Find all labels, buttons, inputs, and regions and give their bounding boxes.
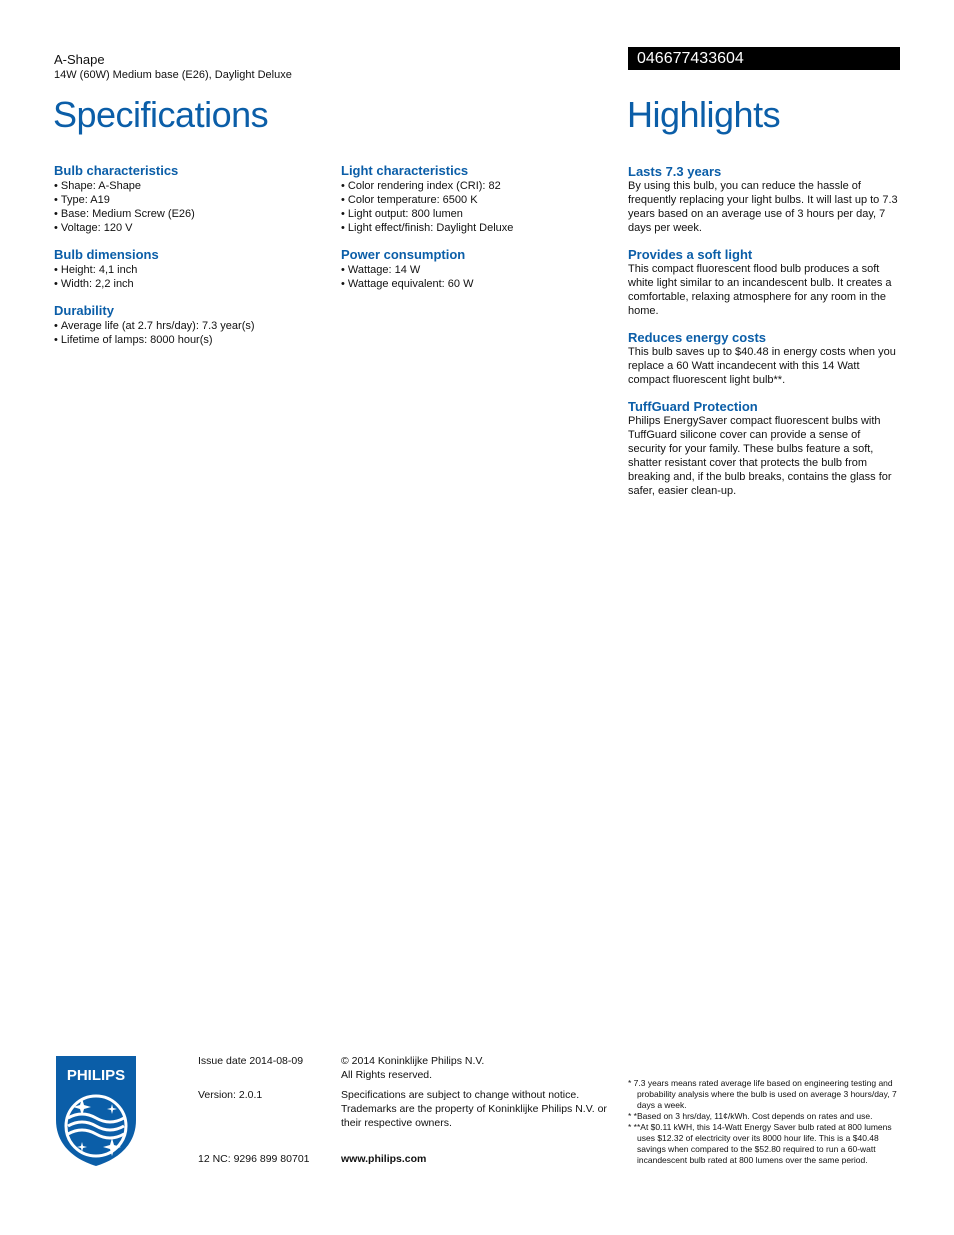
spec-item: • Average life (at 2.7 hrs/day): 7.3 year(s) (54, 319, 324, 333)
spec-item: • Type: A19 (54, 193, 324, 207)
footnote: * *Based on 3 hrs/day, 11¢/kWh. Cost depends on rates and use. (628, 1111, 873, 1121)
highlight-block (628, 247, 904, 318)
spec-list (54, 179, 324, 235)
highlight-text: This compact fluorescent flood bulb produces a soft white light similar to an incandescent bulb. It creates a comfortable, relaxing atmosphere for any room in the home. (628, 263, 892, 317)
highlight-heading: TuffGuard Protection (628, 399, 758, 414)
highlights-column (628, 164, 904, 510)
highlight-block (628, 330, 904, 387)
spec-group-heading: Bulb characteristics (54, 163, 179, 178)
spec-item: • Color temperature: 6500 K (341, 193, 611, 207)
highlight-heading: Lasts 7.3 years (628, 164, 722, 179)
website-link[interactable]: www.philips.com (341, 1153, 427, 1165)
highlight-heading: Provides a soft light (628, 247, 753, 262)
spec-item: • Width: 2,2 inch (54, 277, 324, 291)
highlights-title: Highlights (627, 94, 781, 135)
spec-item: • Wattage equivalent: 60 W (341, 277, 611, 291)
spec-right-column (341, 163, 611, 303)
version: Version: 2.0.1 (198, 1089, 263, 1101)
legal-notice: Specifications are subject to change without notice. Trademarks are the property of Koninklijke Philips N.V. or their respective owners. (341, 1089, 607, 1129)
rights-line: All Rights reserved. (341, 1069, 433, 1081)
spec-item: • Base: Medium Screw (E26) (54, 207, 324, 221)
philips-logo (54, 1054, 138, 1168)
spec-group-heading: Power consumption (341, 247, 466, 262)
spec-group (54, 247, 324, 291)
product-subtitle: 14W (60W) Medium base (E26), Daylight Deluxe (54, 69, 292, 81)
spec-left-column (54, 163, 324, 359)
spec-list (341, 263, 611, 291)
copyright-line: © 2014 Koninklijke Philips N.V. (341, 1055, 485, 1067)
nc-number: 12 NC: 9296 899 80701 (198, 1153, 310, 1165)
spec-item: • Shape: A-Shape (54, 179, 324, 193)
spec-group (54, 163, 324, 235)
spec-item: • Height: 4,1 inch (54, 263, 324, 277)
highlight-text: This bulb saves up to $40.48 in energy costs when you replace a 60 Watt incandecent with this 14 Watt compact fluorescent light bulb**. (628, 346, 896, 386)
spec-item: • Light output: 800 lumen (341, 207, 611, 221)
highlight-block (628, 164, 904, 235)
spec-list (54, 263, 324, 291)
specifications-title: Specifications (53, 94, 269, 135)
ean-code-bar: 046677433604 (628, 47, 900, 70)
highlight-block (628, 399, 904, 498)
copyright (341, 1054, 609, 1082)
spec-group (54, 303, 324, 347)
footnote: * 7.3 years means rated average life based on engineering testing and probability analysis where the bulb is used on average 3 hours/day, 7 days a week. (628, 1078, 897, 1110)
spec-group-heading: Light characteristics (341, 163, 469, 178)
spec-group (341, 247, 611, 291)
spec-group (341, 163, 611, 235)
spec-item: • Color rendering index (CRI): 82 (341, 179, 611, 193)
spec-item: • Light effect/finish: Daylight Deluxe (341, 221, 611, 235)
footnotes (628, 1078, 900, 1166)
spec-list (341, 179, 611, 235)
spec-list (54, 319, 324, 347)
highlight-heading: Reduces energy costs (628, 330, 767, 345)
product-name: A-Shape (54, 52, 105, 67)
philips-shield-icon (54, 1054, 138, 1168)
spec-item: • Wattage: 14 W (341, 263, 611, 277)
spec-item: • Voltage: 120 V (54, 221, 324, 235)
spec-item: • Lifetime of lamps: 8000 hour(s) (54, 333, 324, 347)
spec-group-heading: Bulb dimensions (54, 247, 159, 262)
highlight-text: Philips EnergySaver compact fluorescent bulbs with TuffGuard silicone cover can provide a sense of security for your family. These bulbs feature a soft, shatter resistant cover that protects the bulb from breaking and, if the bulb breaks, contains the glass for safer, easier clean-up. (628, 415, 892, 497)
footnote: * **At $0.11 kWH, this 14-Watt Energy Saver bulb rated at 800 lumens uses $12.32 of electricity over its 8000 hour life. This is a $40.48 savings when compared to the $52.80 required to run a 60-watt incandescent bulb rated at 800 lumens over the same period. (628, 1122, 892, 1165)
spec-group-heading: Durability (54, 303, 114, 318)
issue-date: Issue date 2014-08-09 (198, 1055, 304, 1067)
logo-wordmark: PHILIPS (66, 1067, 126, 1084)
highlight-text: By using this bulb, you can reduce the hassle of frequently replacing your light bulbs. It will last up to 7.3 years based on an average use of 3 hours per day, 7 days per week. (628, 180, 898, 234)
